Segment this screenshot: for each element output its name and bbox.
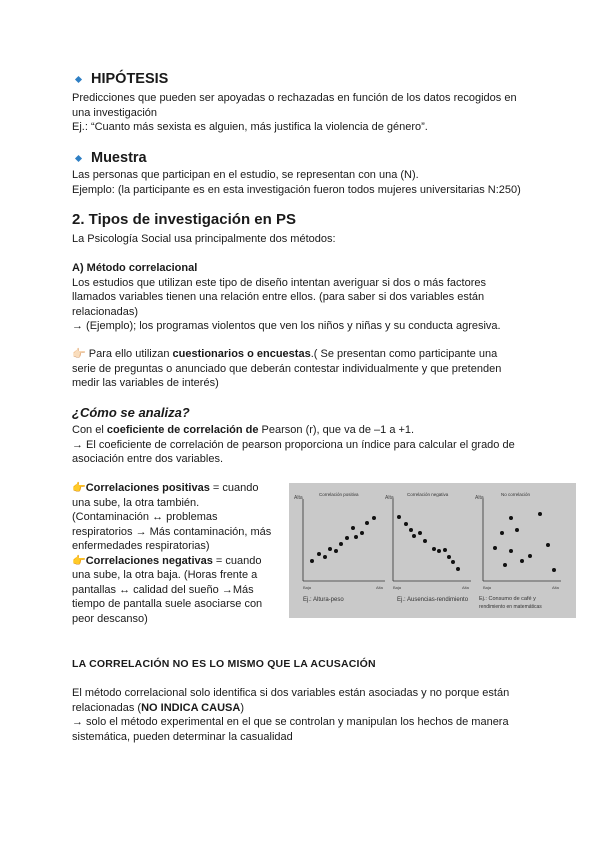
tipos-heading: 2. Tipos de investigación en PS (72, 211, 296, 228)
panel3-caption: Ej.: Consumo de café y (479, 596, 536, 602)
data-point (317, 552, 321, 556)
correlation-scatter-figure (289, 483, 576, 618)
data-point (412, 534, 416, 538)
data-point (493, 546, 497, 550)
diamond-bullet-icon (75, 75, 82, 82)
data-point (503, 563, 507, 567)
panel1-title: Correlación positiva (319, 492, 359, 497)
panel-negative (385, 492, 471, 603)
data-point (437, 549, 441, 553)
data-point (538, 512, 542, 516)
data-point (500, 531, 504, 535)
data-point (345, 536, 349, 540)
correlacional-section: A) Método correlacional Los estudios que utilizan este tipo de diseño intentan averiguar si dos o más factores llamados variables tienen una relación entre ellos. (para saber si dos variables están relacionadas) → (Ejemplo); los programas violentos que ven los niños y niñas y su conducta agresiva. (72, 261, 532, 334)
data-point (334, 549, 338, 553)
data-point (552, 568, 556, 572)
data-point (423, 539, 427, 543)
data-point (432, 547, 436, 551)
analiza-text: Con el coeficiente de correlación de Pearson (r), que va de –1 a +1. → El coeficiente de correlación de pearson proporciona un índice para calcular el grado de asociación entre dos variables. (72, 424, 515, 465)
panel1-xhigh: Alta (376, 585, 383, 590)
data-point (418, 531, 422, 535)
data-point (404, 522, 408, 526)
data-point (443, 548, 447, 552)
data-point (520, 559, 524, 563)
panel1-caption: Ej.: Altura-peso (303, 597, 344, 603)
panel3-title: No correlación (501, 492, 531, 497)
data-point (365, 521, 369, 525)
data-point (515, 528, 519, 532)
data-point (328, 547, 332, 551)
pointing-hand-icon: 👉 (72, 482, 86, 494)
tipos-intro: La Psicología Social usa principalmente dos métodos: (72, 233, 336, 245)
data-point (351, 526, 355, 530)
panel3-ylabel: Alta (475, 495, 484, 501)
data-point (509, 549, 513, 553)
panel-positive (294, 492, 385, 603)
data-point (509, 516, 513, 520)
cuestionarios-paragraph: 👉🏻 Para ello utilizan cuestionarios o encuestas.( Se presentan como participante una serie de preguntas o anunciado que deberán contestar individualmente y que pretenden medir las variables de interés) (72, 348, 502, 389)
panel-none (475, 492, 561, 610)
data-point (528, 554, 532, 558)
data-point (456, 567, 460, 571)
analiza-heading: ¿Cómo se analiza? (72, 405, 190, 420)
panel2-title: Correlación negativa (407, 492, 449, 497)
causa-heading: LA CORRELACIÓN NO ES LO MISMO QUE LA ACUSACIÓN (72, 658, 376, 670)
data-point (372, 516, 376, 520)
pointing-hand-icon: 👉 (72, 554, 86, 567)
correlaciones-list: 👉Correlaciones positivas = cuando una sube, la otra también. (Contaminación ↔ problemas respiratorios → Más contaminación, más enfermedades respiratorias) 👉Correlaciones negativas = cuando una sube, la otra baja. (Horas frente a pantallas ↔ calidad del sueño →Más tiempo de pantalla suele asociarse con peor descanso) (72, 482, 272, 625)
diamond-bullet-icon (75, 154, 82, 161)
pointing-hand-icon: 👉🏻 (72, 348, 86, 360)
panel2-ylabel: Alta (385, 495, 394, 501)
hipotesis-heading: HIPÓTESIS (72, 71, 168, 87)
data-point (546, 543, 550, 547)
data-point (447, 555, 451, 559)
data-point (397, 515, 401, 519)
data-point (409, 528, 413, 532)
data-point (339, 542, 343, 546)
muestra-heading: Muestra (72, 150, 147, 166)
panel3-xlow: Baja (483, 585, 492, 590)
hipotesis-text: Predicciones que pueden ser apoyadas o rechazadas en función de los datos recogidos en una investigación Ej.: “Cuanto más sexista es alguien, más justifica la violencia de género”. (72, 92, 517, 133)
muestra-text: Las personas que participan en el estudio, se representan con una (N). Ejemplo: (la participante es en esta investigación fueron todos mujeres universitarias N:250) (72, 169, 521, 196)
panel2-xhigh: Alta (462, 585, 469, 590)
panel2-caption: Ej.: Ausencias-rendimiento (397, 597, 469, 603)
data-point (360, 531, 364, 535)
panel3-xhigh: Alta (552, 585, 559, 590)
data-point (451, 560, 455, 564)
data-point (310, 559, 314, 563)
panel2-xlow: Baja (393, 585, 402, 590)
correlacional-heading: A) Método correlacional (72, 262, 198, 274)
panel1-ylabel: Alta (294, 495, 303, 501)
panel1-xlow: Baja (303, 585, 312, 590)
panel3-caption2: rendimiento en matemáticas (479, 604, 542, 610)
data-point (323, 555, 327, 559)
data-point (354, 535, 358, 539)
causa-text: El método correlacional solo identifica si dos variables están asociadas y no porque están relacionadas (NO INDICA CAUSA) → solo el método experimental en el que se controlan y manipulan los hechos de manera sistemática, pueden determinar la casualidad (72, 687, 510, 743)
correlation-figure (289, 483, 576, 618)
